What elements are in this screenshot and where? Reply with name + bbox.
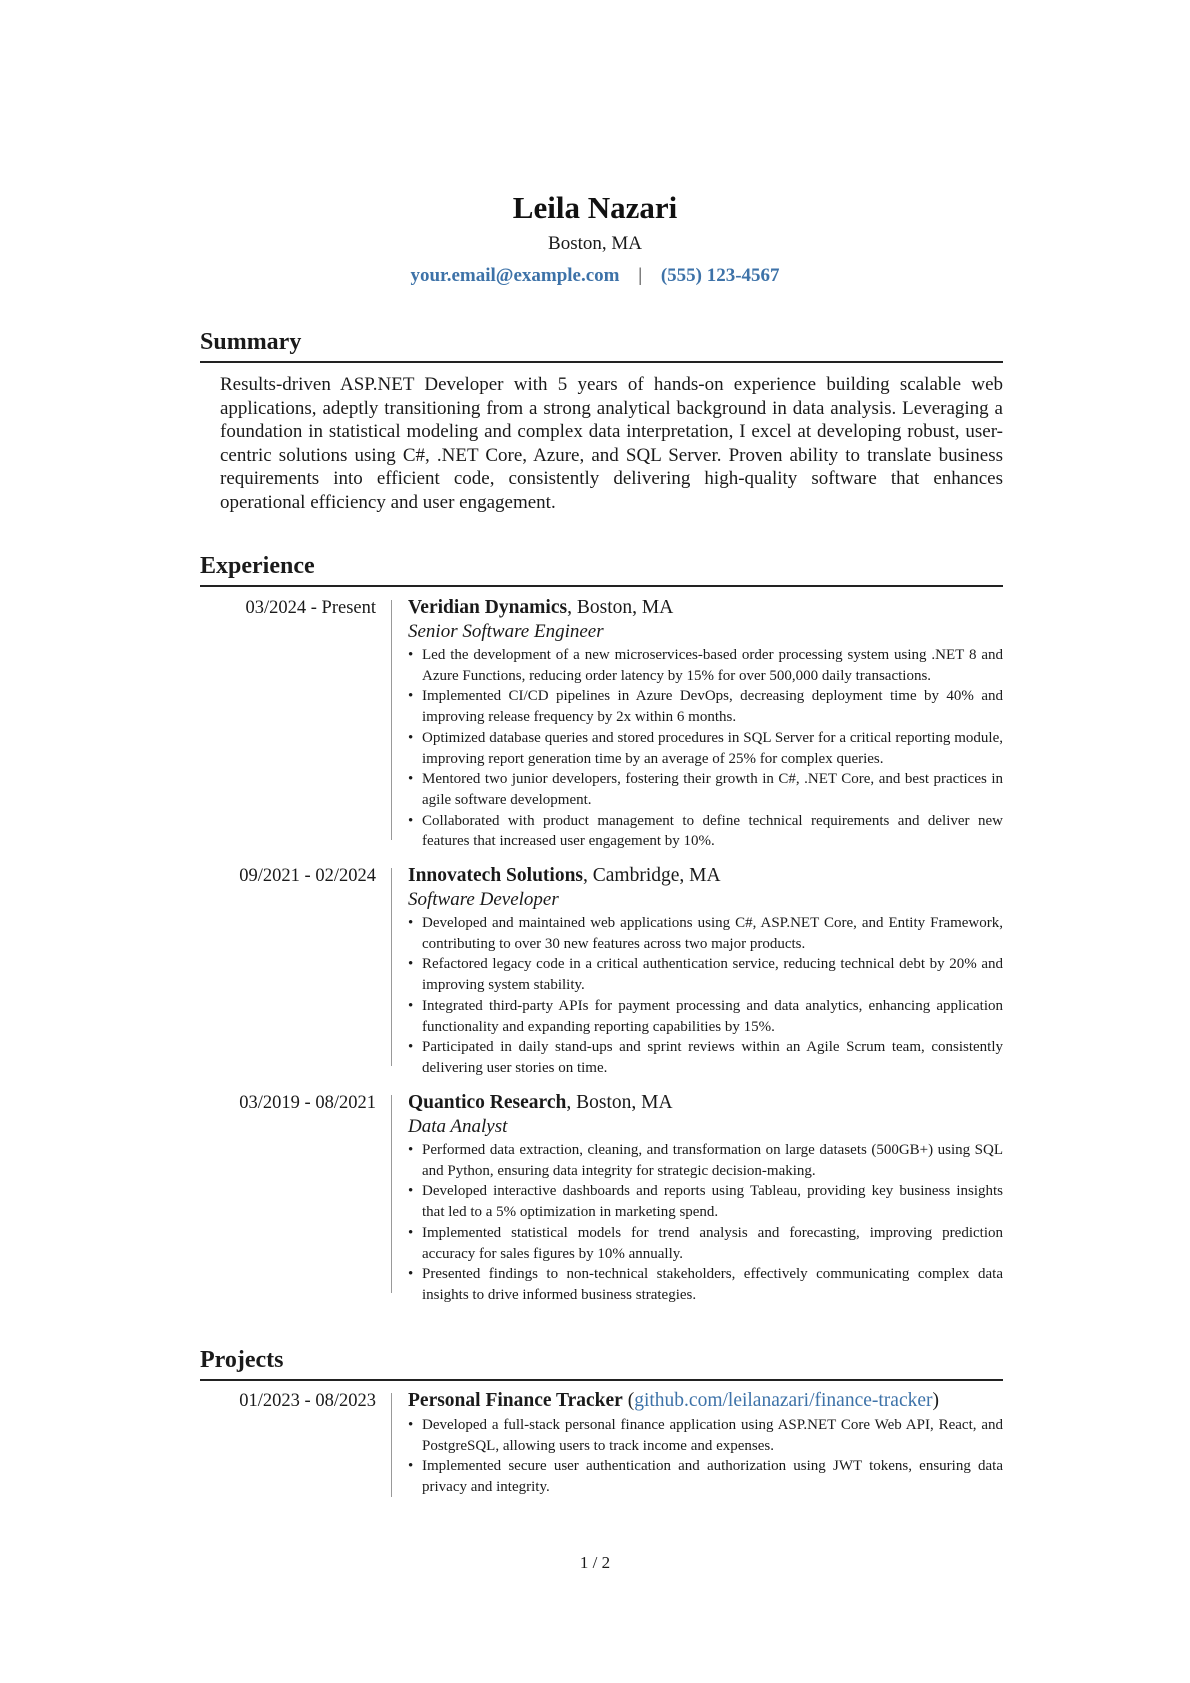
company-location: , Boston, MA: [567, 597, 674, 618]
entry-divider: [391, 868, 392, 1066]
company-location: , Cambridge, MA: [583, 865, 721, 886]
list-item: • Implemented CI/CD pipelines in Azure DevOps, decreasing deployment time by 40% and improving release frequency by 2x within 6 months.: [408, 688, 1003, 726]
project-name: Personal Finance Tracker: [408, 1390, 623, 1411]
entry-heading: [408, 596, 1003, 620]
entry-body: [408, 596, 1003, 852]
entry-heading: [408, 1389, 1003, 1413]
list-item: • Integrated third-party APIs for payment processing and data analytics, enhancing application functionality and expanding reporting capabilities by 15%.: [408, 997, 1003, 1035]
list-item: • Participated in daily stand-ups and sprint reviews within an Agile Scrum team, consistently delivering user stories on time.: [408, 1039, 1003, 1076]
experience-entry: [200, 596, 1003, 850]
company-name: Innovatech Solutions: [408, 865, 584, 886]
entry-body: [408, 1389, 1003, 1498]
job-title: Senior Software Engineer: [408, 621, 604, 642]
entry-divider: [391, 600, 392, 840]
list-item: • Performed data extraction, cleaning, and transformation on large datasets (500GB+) using SQL and Python, ensuring data integrity for strategic decision-making.: [408, 1142, 1003, 1179]
list-item: • Collaborated with product management to define technical requirements and deliver new features that increased user engagement by 10%.: [408, 812, 1003, 850]
company-name: Quantico Research: [408, 1092, 567, 1113]
paren-close: ): [932, 1390, 940, 1411]
list-item: • Developed a full-stack personal finance application using ASP.NET Core Web API, React, and PostgreSQL, allowing users to track income and expenses.: [408, 1417, 1003, 1454]
bullet-list: [408, 1415, 1003, 1498]
list-item: • Mentored two junior developers, fostering their growth in C#, .NET Core, and best practices in agile software development.: [408, 771, 1003, 808]
summary-heading: Summary: [200, 327, 1003, 363]
experience-entry: [200, 864, 1003, 1076]
entry-date: 01/2023 - 08/2023: [239, 1391, 376, 1411]
contact-line: [0, 262, 1190, 290]
resume-header: [0, 188, 1190, 290]
bullet-list: [408, 645, 1003, 852]
entry-heading: [408, 1091, 1003, 1115]
bullet-list: [408, 913, 1003, 1079]
candidate-name: Leila Nazari: [512, 190, 678, 225]
projects-heading: Projects: [200, 1345, 1003, 1381]
list-item: • Implemented statistical models for trend analysis and forecasting, improving prediction accuracy for sales figures by 10% annually.: [408, 1224, 1003, 1262]
contact-separator: |: [638, 265, 643, 286]
entry-divider: [391, 1393, 392, 1497]
summary-text: Results-driven ASP.NET Developer with 5 years of hands-on experience building scalable web applications, adeptly transitioning from a strong analytical background in data analysis. Leveraging a foundation in statistical modeling and complex data interpretation, I excel at developing robust, user-centric solutions using C#, .NET Core, Azure, and SQL Server. Proven ability to translate business requirements into efficient code, consistently delivering high-quality software that enhances operational efficiency and user engagement.: [220, 374, 1003, 513]
entry-divider: [391, 1095, 392, 1293]
entry-body: [408, 1091, 1003, 1306]
list-item: • Implemented secure user authentication and authorization using JWT tokens, ensuring data privacy and integrity.: [408, 1458, 1003, 1496]
entry-heading: [408, 864, 1003, 888]
paren-open: (: [622, 1390, 635, 1411]
email-link[interactable]: your.email@example.com: [410, 265, 620, 286]
list-item: • Presented findings to non-technical stakeholders, effectively communicating complex data insights to drive informed business strategies.: [408, 1266, 1003, 1303]
candidate-location: Boston, MA: [548, 233, 642, 254]
entry-body: [408, 864, 1003, 1079]
entry-date: 03/2019 - 08/2021: [239, 1093, 376, 1113]
list-item: • Developed interactive dashboards and reports using Tableau, providing key business insights that led to a 5% optimization in marketing spend.: [408, 1183, 1003, 1221]
phone-link[interactable]: (555) 123-4567: [660, 265, 780, 286]
job-title: Software Developer: [408, 889, 559, 910]
entry-date: 03/2024 - Present: [245, 598, 376, 618]
job-title: Data Analyst: [408, 1116, 508, 1137]
list-item: • Led the development of a new microservices-based order processing system using .NET 8 and Azure Functions, reducing order latency by 15% for over 500,000 daily transactions.: [408, 647, 1003, 684]
page-indicator: 1 / 2: [579, 1553, 611, 1572]
project-link[interactable]: github.com/leilanazari/finance-tracker: [634, 1390, 933, 1411]
company-location: , Boston, MA: [566, 1092, 673, 1113]
entry-date: 09/2021 - 02/2024: [239, 866, 376, 886]
list-item: • Refactored legacy code in a critical authentication service, reducing technical debt by 20% and improving system stability.: [408, 956, 1003, 994]
list-item: • Optimized database queries and stored procedures in SQL Server for a critical reporting module, improving report generation time by an average of 25% for complex queries.: [408, 729, 1003, 767]
list-item: • Developed and maintained web applications using C#, ASP.NET Core, and Entity Framework, contributing to over 30 new features across two major products.: [408, 915, 1003, 952]
experience-heading: Experience: [200, 551, 1003, 587]
project-entry: [200, 1389, 1003, 1499]
experience-entry: [200, 1091, 1003, 1303]
bullet-list: [408, 1140, 1003, 1306]
company-name: Veridian Dynamics: [408, 597, 568, 618]
